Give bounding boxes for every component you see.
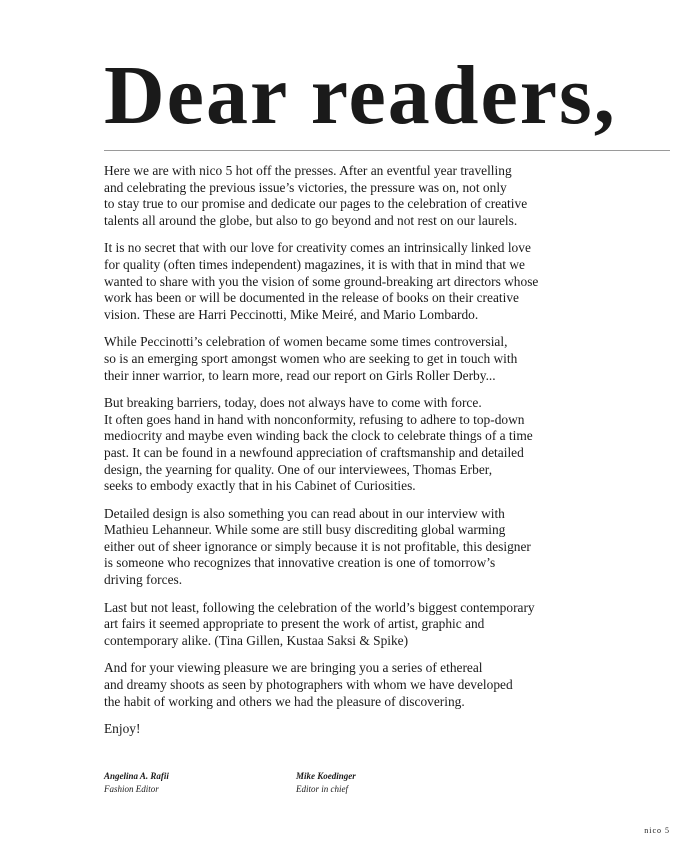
paragraph-art-fairs: Last but not least, following the celebration of the world’s biggest contemporary art fairs it seemed appropriate to present the work of artist, graphic and contemporary alike. (Tina Gillen, Kustaa Saksi & Spike)	[104, 599, 535, 648]
signature-fashion-editor	[104, 770, 169, 796]
paragraph-roller-derby: While Peccinotti’s celebration of women became some times controversial, so is an emerging sport amongst women who are seeking to get in touch with their inner warrior, to learn more, read our report on Girls Roller Derby...	[104, 334, 518, 383]
title-divider	[104, 150, 670, 151]
paragraph-detailed-design: Detailed design is also something you can read about in our interview with Mathieu Lehanneur. While some are still busy discrediting global warming either out of sheer ignorance or simply because it is not profitable, this designer is someone who recognizes that innovative creation is one of tomorrow’s driving forces.	[104, 505, 531, 588]
letter-body	[104, 163, 604, 749]
signature-editor-in-chief	[296, 770, 356, 796]
paragraph-art-directors: It is no secret that with our love for creativity comes an intrinsically linked love for quality (often times independent) magazines, it is with that in mind that we wanted to share with you the vision of some ground-breaking art directors whose work has been or will be documented in the release of books on their creative vision. These are Harri Peccinotti, Mike Meiré, and Mario Lombardo.	[104, 240, 539, 322]
signature-role: Fashion Editor	[104, 784, 159, 794]
closing-line: Enjoy!	[104, 721, 141, 737]
signature-name: Mike Koedinger	[296, 771, 356, 781]
paragraph-breaking-barriers: But breaking barriers, today, does not always have to come with force. It often goes hand in hand with nonconformity, refusing to adhere to top-down mediocrity and maybe even winding back the clock to celebrate things of a time past. It can be found in a newfound appreciation of craftsmanship and detailed design, the yearning for quality. One of our interviewees, Thomas Erber, seeks to embody exactly that in his Cabinet of Curiosities.	[104, 395, 533, 494]
page-title: Dear readers,	[104, 49, 617, 142]
signature-role: Editor in chief	[296, 784, 348, 794]
signature-name: Angelina A. Rafii	[104, 771, 169, 781]
paragraph-shoots: And for your viewing pleasure we are bringing you a series of ethereal and dreamy shoots as seen by photographers with whom we have developed the habit of working and others we had the pleasure of discovering.	[104, 660, 513, 709]
paragraph-intro: Here we are with nico 5 hot off the presses. After an eventful year travelling and celebrating the previous issue’s victories, the pressure was on, not only to stay true to our promise and dedicate our pages to the celebration of creative talents all around the globe, but also to go beyond and not rest on our laurels.	[104, 163, 528, 228]
page-number: nico 5	[644, 826, 670, 835]
